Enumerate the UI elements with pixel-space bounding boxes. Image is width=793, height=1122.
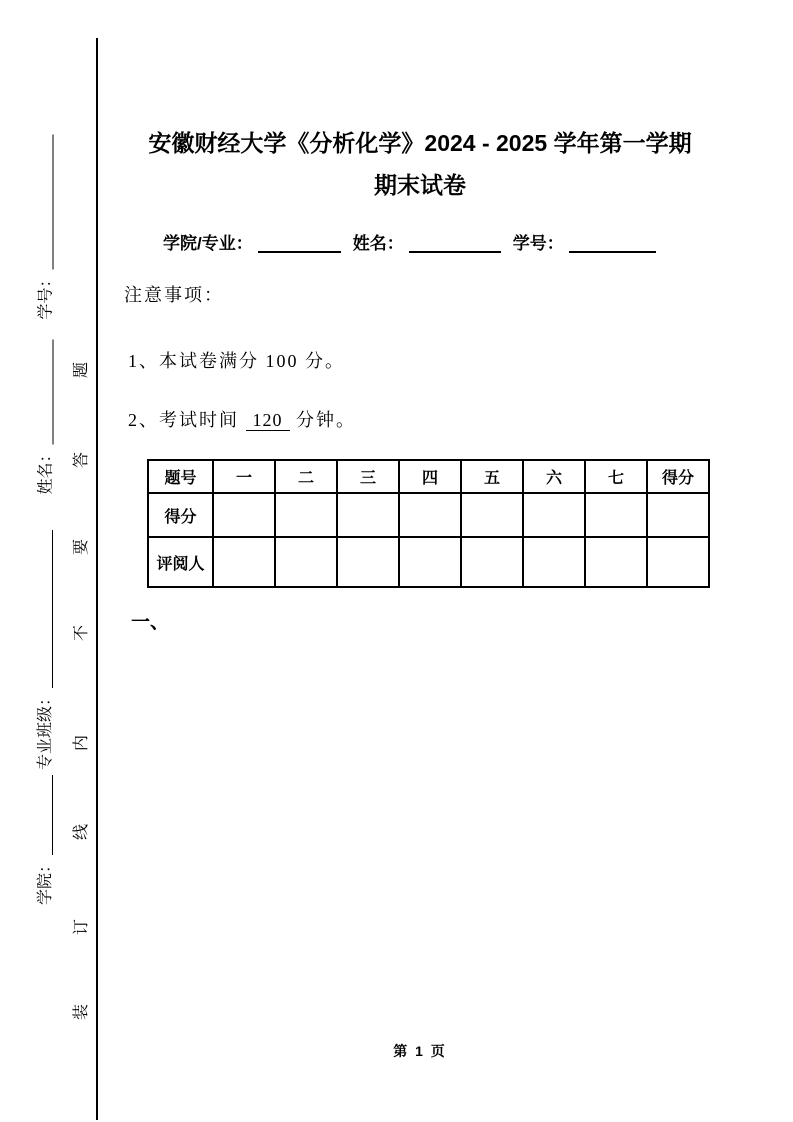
score-table-header-cell: 六 [523, 460, 585, 493]
sidebar-field-college-label: 学院： [37, 856, 54, 905]
score-table-header-cell: 四 [399, 460, 461, 493]
score-cell [461, 493, 523, 537]
score-cell [585, 493, 647, 537]
binding-char-8: 装 [73, 1004, 90, 1021]
sidebar-field-student-id-label: 学号： [37, 271, 55, 320]
score-table [147, 459, 710, 588]
reviewer-cell [337, 537, 399, 587]
score-table-header-cell: 五 [461, 460, 523, 493]
sidebar-field-major-class-blank [51, 530, 53, 688]
student-id-label: 学号： [512, 234, 564, 253]
college-major-blank [258, 237, 341, 253]
sidebar-field-student-id [35, 135, 57, 320]
sidebar-field-major-class-label: 专业班级： [37, 689, 54, 770]
college-major-label: 学院/专业： [163, 234, 253, 253]
section-one-marker: 一、 [131, 612, 170, 633]
score-cell [337, 493, 399, 537]
binding-char-3: 要 [73, 539, 90, 556]
binding-char-7: 订 [73, 919, 90, 936]
score-table-header-cell: 一 [213, 460, 275, 493]
sidebar-field-major-class [34, 530, 56, 770]
score-row-label: 得分 [148, 493, 213, 537]
reviewer-cell [647, 537, 709, 587]
score-table-header-cell: 三 [337, 460, 399, 493]
note-item-2-suffix: 分钟。 [296, 410, 356, 430]
name-blank [409, 237, 501, 253]
score-table-header-cell: 得分 [647, 460, 709, 493]
score-table-header-row [148, 460, 709, 493]
binding-char-2: 答 [73, 452, 90, 469]
score-cell [523, 493, 585, 537]
score-row [148, 493, 709, 537]
score-cell [275, 493, 337, 537]
score-cell [647, 493, 709, 537]
sidebar-field-name-label: 姓名： [37, 446, 55, 495]
reviewer-cell [213, 537, 275, 587]
reviewer-cell [585, 537, 647, 587]
sidebar-field-college [34, 775, 56, 905]
student-id-blank [569, 237, 656, 253]
score-cell [213, 493, 275, 537]
exam-duration-value: 120 [246, 410, 290, 431]
exam-title-line1: 安徽财经大学《分析化学》2024 - 2025 学年第一学期 [148, 130, 692, 156]
name-label: 姓名： [352, 234, 404, 253]
binding-char-1: 题 [73, 362, 90, 379]
exam-title-line2: 期末试卷 [374, 172, 466, 198]
reviewer-row-label: 评阅人 [148, 537, 213, 587]
page-number: 第 1 页 [393, 1043, 447, 1059]
note-item-2 [128, 406, 356, 432]
sidebar-field-student-id-blank [52, 135, 54, 270]
sidebar-field-college-blank [51, 775, 53, 855]
binding-char-4: 不 [73, 625, 90, 642]
binding-line [96, 38, 98, 1120]
sidebar-field-name-blank [52, 340, 54, 445]
reviewer-cell [275, 537, 337, 587]
student-info-form [163, 229, 656, 254]
exam-title [100, 122, 740, 206]
sidebar-field-name [35, 340, 57, 495]
reviewer-cell [461, 537, 523, 587]
reviewer-cell [399, 537, 461, 587]
score-table-header-cell: 七 [585, 460, 647, 493]
score-cell [399, 493, 461, 537]
binding-char-6: 线 [73, 824, 90, 841]
score-table-header-cell: 题号 [148, 460, 213, 493]
notes-heading: 注意事项： [124, 285, 224, 305]
binding-char-5: 内 [73, 735, 90, 752]
score-table-header-cell: 二 [275, 460, 337, 493]
reviewer-cell [523, 537, 585, 587]
reviewer-row [148, 537, 709, 587]
note-item-2-prefix: 2、考试时间 [128, 410, 239, 430]
note-item-1: 1、本试卷满分 100 分。 [128, 351, 345, 371]
